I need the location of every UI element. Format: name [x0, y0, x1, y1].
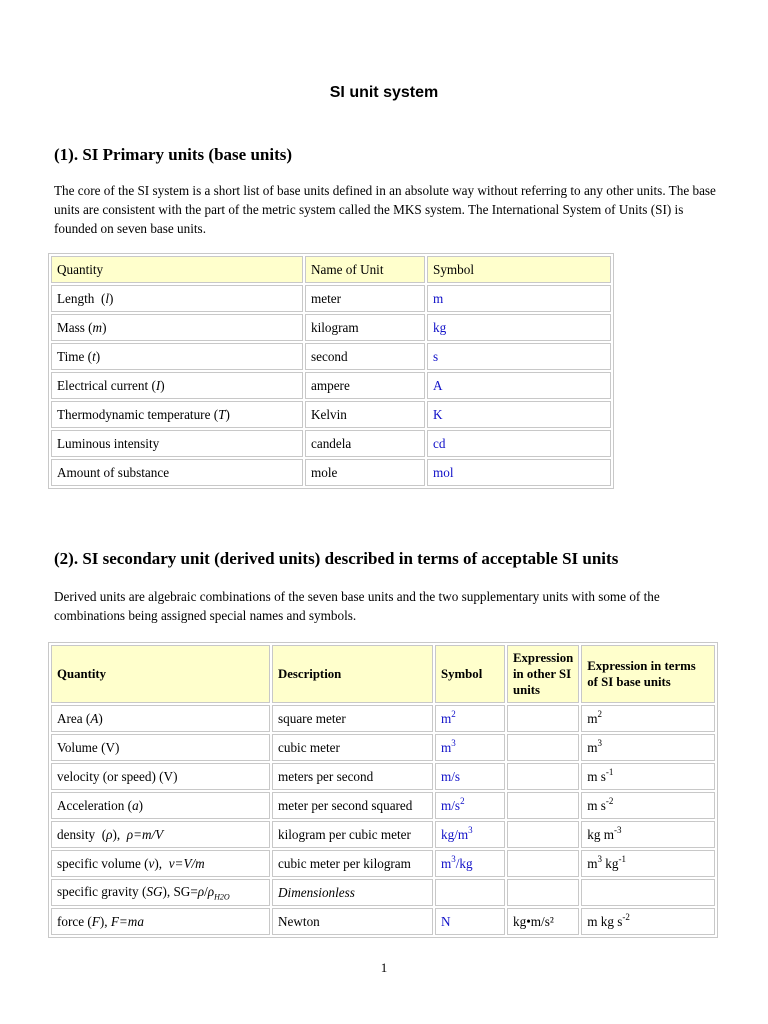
quantity-cell: specific gravity (SG), $SG=\rho/\rho_{H2O}$: [51, 879, 270, 906]
table-row: [51, 459, 611, 486]
symbol-cell: [435, 879, 505, 906]
header-description: Description: [272, 645, 433, 703]
table-row: [51, 879, 715, 906]
symbol-cell: K: [427, 401, 611, 428]
header-quantity: Quantity: [51, 256, 303, 283]
symbol-cell: N: [435, 908, 505, 935]
other-si-cell: [507, 879, 579, 906]
symbol-cell: m: [427, 285, 611, 312]
unit-name-cell: ampere: [305, 372, 425, 399]
header-symbol: Symbol: [435, 645, 505, 703]
quantity-cell: Thermodynamic temperature (T): [51, 401, 303, 428]
section2-heading: (2). SI secondary unit (derived units) described in terms of acceptable SI units: [54, 549, 619, 568]
quantity-cell: Electrical current (I): [51, 372, 303, 399]
other-si-cell: [507, 705, 579, 732]
other-si-cell: kg•m/s²: [507, 908, 579, 935]
description-cell: meter per second squared: [272, 792, 433, 819]
table-row: [51, 792, 715, 819]
description-cell: cubic meter: [272, 734, 433, 761]
symbol-cell: kg: [427, 314, 611, 341]
page-number: 1: [380, 960, 388, 975]
table-row: [51, 372, 611, 399]
unit-name-cell: meter: [305, 285, 425, 312]
unit-name-cell: mole: [305, 459, 425, 486]
other-si-cell: [507, 821, 579, 848]
table-row: [51, 850, 715, 877]
table-header-row: [51, 645, 715, 703]
table-row: [51, 314, 611, 341]
base-units-cell: m $s^{-2}$: [581, 792, 715, 819]
table-row: [51, 430, 611, 457]
quantity-cell: Amount of substance: [51, 459, 303, 486]
header-quantity: Quantity: [51, 645, 270, 703]
other-si-cell: [507, 792, 579, 819]
other-si-cell: [507, 763, 579, 790]
quantity-cell: Length (l): [51, 285, 303, 312]
table-row: [51, 763, 715, 790]
description-cell: Dimensionless: [272, 879, 433, 906]
table-row: [51, 734, 715, 761]
symbol-cell: $m/s^2$: [435, 792, 505, 819]
quantity-cell: velocity (or speed) (V): [51, 763, 270, 790]
symbol-cell: $m^3/kg$: [435, 850, 505, 877]
unit-name-cell: candela: [305, 430, 425, 457]
header-name-of-unit: Name of Unit: [305, 256, 425, 283]
description-cell: cubic meter per kilogram: [272, 850, 433, 877]
symbol-cell: $m^2$: [435, 705, 505, 732]
table-row: [51, 401, 611, 428]
symbol-cell: s: [427, 343, 611, 370]
base-units-cell: $m^2$: [581, 705, 715, 732]
symbol-cell: $m^3$: [435, 734, 505, 761]
derived-units-table: [48, 642, 718, 938]
description-cell: square meter: [272, 705, 433, 732]
quantity-cell: Area (A): [51, 705, 270, 732]
quantity-cell: Time (t): [51, 343, 303, 370]
base-units-cell: kg $m^{-3}$: [581, 821, 715, 848]
description-cell: Newton: [272, 908, 433, 935]
unit-name-cell: kilogram: [305, 314, 425, 341]
quantity-cell: Acceleration (a): [51, 792, 270, 819]
table-row: [51, 285, 611, 312]
quantity-cell: Mass (m): [51, 314, 303, 341]
quantity-cell: Luminous intensity: [51, 430, 303, 457]
unit-name-cell: second: [305, 343, 425, 370]
table-header-row: [51, 256, 611, 283]
symbol-cell: $kg/m^3$: [435, 821, 505, 848]
table-row: [51, 343, 611, 370]
base-units-cell: $m^3$ $kg^{-1}$: [581, 850, 715, 877]
base-units-cell: m kg $s^{-2}$: [581, 908, 715, 935]
header-expression-other-si: Expression in other SI units: [507, 645, 579, 703]
symbol-cell: A: [427, 372, 611, 399]
other-si-cell: [507, 734, 579, 761]
base-units-cell: [581, 879, 715, 906]
unit-name-cell: Kelvin: [305, 401, 425, 428]
symbol-cell: m/s: [435, 763, 505, 790]
base-units-table: [48, 253, 614, 489]
header-expression-base-units: Expression in terms of SI base units: [581, 645, 715, 703]
quantity-cell: force (F), F=ma: [51, 908, 270, 935]
symbol-cell: mol: [427, 459, 611, 486]
other-si-cell: [507, 850, 579, 877]
quantity-cell: density (ρ), ρ=m/V: [51, 821, 270, 848]
table-row: [51, 705, 715, 732]
base-units-cell: $m^3$: [581, 734, 715, 761]
header-symbol: Symbol: [427, 256, 611, 283]
description-cell: meters per second: [272, 763, 433, 790]
table-row: [51, 908, 715, 935]
base-units-cell: m $s^{-1}$: [581, 763, 715, 790]
table-row: [51, 821, 715, 848]
quantity-cell: specific volume (v), v=V/m: [51, 850, 270, 877]
section1-heading: (1). SI Primary units (base units): [54, 145, 293, 164]
description-cell: kilogram per cubic meter: [272, 821, 433, 848]
section1-paragraph: The core of the SI system is a short list of base units defined in an absolute way without referring to any other units. The base units are consistent with the part of the metric system called the MKS system. The International System of Units (SI) is founded on seven base units.: [54, 183, 716, 236]
section2-paragraph: Derived units are algebraic combinations of the seven base units and the two supplementary units with some of the combinations being assigned special names and symbols.: [54, 589, 660, 623]
quantity-cell: Volume (V): [51, 734, 270, 761]
symbol-cell: cd: [427, 430, 611, 457]
page-title: SI unit system: [329, 84, 439, 101]
